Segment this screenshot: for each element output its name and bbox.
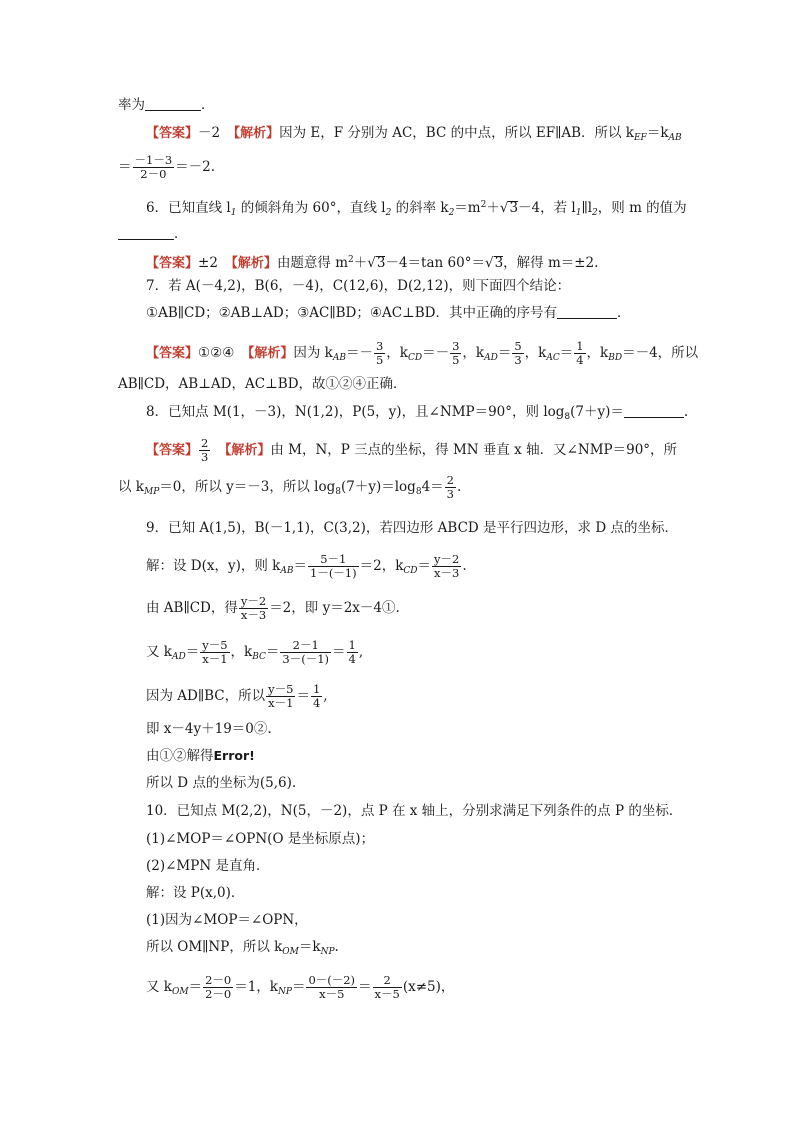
frac-den: 3 (201, 450, 209, 464)
q8-result-frac (445, 474, 456, 501)
q9-step: 即 x－4y＋19＝0②. (146, 721, 272, 737)
q10-frac (306, 974, 357, 1001)
q6-text: 的斜率 k (391, 200, 449, 216)
frac-num: －1－3 (134, 153, 173, 167)
q8-analysis: 由 M，N，P 三点的坐标，得 MN 垂直 x 轴．又∠NMP＝90°，所 (270, 442, 678, 458)
error-text: Error! (213, 748, 255, 763)
q5-tail-line: 率为 ． (118, 97, 215, 113)
analysis-tag: 【解析】 (224, 443, 271, 458)
answer-blank (557, 304, 617, 319)
frac-den: x－1 (202, 652, 228, 666)
q8-text: (7＋y)＝ (570, 404, 624, 420)
frac-num: 2 (446, 473, 454, 487)
q7-text: 7．若 A(－4,2)，B(6，－4)，C(12,6)，D(2,12)，则下面四个结论： (146, 278, 571, 294)
q9-step: ＝ (332, 644, 346, 660)
q6-text: －4，若 l (518, 200, 576, 216)
q10-step1 (146, 883, 678, 903)
q5-answer-line: 【答案】－2 【解析】因为 E，F 分别为 AC，BC 的中点，所以 EF∥AB．所以 $k_{EF}=k_{AB}$ (146, 125, 682, 143)
frac-num: y－2 (240, 594, 267, 608)
q7-options-line: ①AB∥CD；②AB⊥AD；③AC∥BD；④AC⊥BD．其中正确的序号有 ． (146, 305, 631, 321)
q9-step: ＝ (296, 688, 310, 704)
q9-step: 由 AB∥CD，得 (146, 600, 238, 616)
q9-frac (239, 595, 268, 622)
q6-text: ＋ (486, 200, 500, 216)
q6-analysis: －4＝tan 60°＝ (385, 255, 485, 271)
frac-den: x－1 (268, 696, 294, 710)
q10-step: 所以 OM∥NP，所以 k (146, 939, 283, 955)
q7-conclusion: AB∥CD，AB⊥AD，AC⊥BD，故①②④正确． (118, 376, 407, 392)
frac-num: 1 (348, 638, 356, 652)
analysis-tag: 【解析】 (247, 346, 294, 361)
answer-tag: 【答案】 (146, 443, 199, 458)
frac-num: 1 (312, 682, 321, 696)
answer-tag: 【答案】 (146, 126, 199, 141)
frac-num: 2－1 (280, 639, 331, 653)
q5-result-line: ＝ $\frac{-1-3}{2-0}$ ＝－2. (118, 153, 216, 181)
q5-answer: －2 (198, 125, 221, 141)
q10-text: (1)∠MOP＝∠OPN(O 是坐标原点)； (146, 831, 375, 847)
frac-den: x－3 (240, 608, 267, 622)
q10-text: (2)∠MPN 是直角． (146, 858, 270, 874)
q6-text: ，则 m 的值为 (597, 200, 687, 216)
q6-blank-line: ． (118, 224, 678, 244)
q7-options: ①AB∥CD；②AB⊥AD；③AC∥BD；④AC⊥BD．其中正确的序号有 (146, 305, 557, 321)
q9-head-line (146, 518, 678, 538)
q8-analysis: (7＋y)＝log (340, 479, 416, 495)
q9-step3: 又 $k_{AD}=$ $\frac{y-5}{x-1}$ ，$k_{BC}=$ $\frac{2-1}{3-(-1)}$ ＝ $\frac{1}{4}$ , (146, 638, 364, 666)
q7-analysis: ＝－ (422, 345, 450, 361)
q8-answer-frac (199, 437, 210, 464)
q7-conclusion-line (118, 374, 678, 394)
q10-step: (1)因为∠MOP＝∠OPN， (146, 912, 308, 928)
answer-tag: 【答案】 (146, 256, 199, 271)
frac-num: 2 (201, 436, 209, 450)
sqrt-arg: 3 (376, 255, 386, 271)
q8-answer-line (146, 437, 678, 464)
q5-fraction (133, 154, 175, 181)
frac-num: y－2 (434, 552, 460, 566)
sqrt-arg: 3 (509, 200, 519, 216)
q10-cond2 (146, 856, 678, 876)
q7-frac-ac (574, 340, 585, 367)
analysis-tag: 【解析】 (231, 256, 277, 271)
frac-num: 1 (576, 339, 584, 353)
q9-step: 解：设 D(x，y)，则 k (146, 558, 281, 574)
frac-num: 2 (373, 974, 402, 988)
q7-answer-line: 【答案】①②④ 【解析】因为 $k_{AB}=-$ $\frac{3}{5}$ ，$k_{CD}=-$ $\frac{3}{5}$ ，$k_{AD}=$ $\frac{5}{3}$ ，$k_{AC}=$ $\frac{1}{4}$ ，$k_{BD}=-4$，所以 (146, 339, 699, 367)
frac-den: 3－(－1) (282, 652, 329, 666)
q8-result-line: 以 $k_{MP}=0$，所以 y＝－3，所以 $\log_8(7+y)=\log_84=$ $\frac{2}{3}$ . (118, 473, 462, 501)
q10-step2 (146, 910, 678, 930)
q7-head-line (146, 276, 678, 296)
frac-den: 1－(－1) (310, 566, 357, 580)
q8-analysis: ＝0，所以 y＝－3，所以 log (159, 479, 336, 495)
q9-frac (200, 639, 229, 666)
q9-step: 所以 D 点的坐标为(5,6). (146, 775, 297, 791)
q5-result: ＝－2. (175, 159, 216, 175)
q10-frac (373, 974, 402, 1001)
q5-analysis: 因为 E，F 分别为 AC，BC 的中点，所以 EF∥AB．所以 k (279, 125, 634, 141)
q10-step: ＝k (298, 939, 321, 955)
sqrt-symbol: √3 (484, 255, 504, 271)
frac-den: 3 (514, 353, 522, 367)
sqrt-arg: 3 (494, 255, 504, 271)
q6-text: ＝m (454, 200, 481, 216)
answer-blank (145, 96, 201, 111)
q9-step: 又 k (146, 644, 172, 660)
q10-text: 10．已知点 M(2,2)，N(5，－2)，点 P 在 x 轴上，分别求满足下列条件的点 P 的坐标． (146, 803, 683, 819)
q10-step4: 又 $k_{OM}=$ $\frac{2-0}{2-0}$ ＝1，$k_{NP}=$ $\frac{0-(-2)}{x-5}$ ＝ $\frac{2}{x-5}$ (x≠5)， (146, 973, 455, 1001)
q9-step5 (146, 719, 678, 739)
q10-step: ＝ (358, 979, 372, 995)
q9-frac (280, 639, 331, 666)
q9-text: 9．已知 A(1,5)，B(－1,1)，C(3,2)，若四边形 ABCD 是平行四边形，求 D 点的坐标． (146, 520, 678, 536)
frac-num: 3 (452, 339, 460, 353)
answer-blank (624, 403, 684, 418)
q10-step: (x≠5)， (402, 979, 455, 995)
q9-step: ＝2，即 y＝2x－4①. (269, 600, 400, 616)
q6-analysis: 由题意得 m (276, 255, 349, 271)
frac-num: y－5 (202, 638, 228, 652)
frac-num: 0－(－2) (308, 973, 356, 987)
frac-den: 2－0 (140, 167, 167, 181)
q7-frac-ad (512, 340, 523, 367)
frac-num: 5－1 (308, 553, 359, 567)
answer-blank (118, 225, 174, 240)
q9-frac (347, 639, 358, 666)
sqrt-symbol: √3 (499, 200, 519, 216)
q7-analysis: ＝ (559, 345, 574, 361)
q7-analysis: ＝－ (345, 345, 373, 361)
frac-den: x－3 (434, 566, 460, 580)
frac-den: 3 (446, 487, 454, 501)
q9-step6 (146, 746, 678, 766)
frac-num: 3 (375, 339, 384, 353)
q9-frac (266, 683, 295, 710)
q10-cond1 (146, 829, 678, 849)
q6-text: ∥l (581, 200, 593, 216)
q10-head-line (146, 801, 683, 821)
q8-analysis: 4＝ (421, 479, 444, 495)
q9-step2 (146, 595, 678, 622)
q6-text: 的倾斜角为 60°，直线 l (236, 200, 386, 216)
frac-den: 2－0 (205, 987, 232, 1001)
q10-step: 解：设 P(x,0)． (146, 885, 245, 901)
q9-frac (432, 553, 461, 580)
q6-answer-line: 【答案】±2 【解析】由题意得 $m^2+√3-4=\tan$ 60°＝√3，解得 m＝±2. (146, 255, 599, 271)
frac-den: 4 (312, 696, 321, 710)
q7-analysis: ＝－4，所以 (622, 345, 699, 361)
q9-frac (308, 553, 359, 580)
frac-num: y－5 (268, 682, 294, 696)
q7-answer: ①②④ (198, 345, 235, 361)
q10-step: ＝1，k (234, 979, 278, 995)
q6-head-line: 6．已知直线 $l_1$ 的倾斜角为 60°，直线 $l_2$ 的斜率 $k_2=m^2+√3-4$，若 $l_1\parallel l_2$，则 m 的值为 (146, 200, 687, 218)
frac-num: 5 (514, 339, 522, 353)
sqrt-symbol: √3 (367, 255, 386, 271)
frac-den: x－5 (374, 987, 400, 1001)
q9-step: 因为 AD∥BC，所以 (146, 688, 266, 704)
frac-den: 5 (375, 353, 384, 367)
q7-frac-cd (450, 340, 461, 367)
q9-step7 (146, 773, 678, 793)
q7-frac-ab (374, 340, 385, 367)
q7-analysis: ＝ (497, 345, 512, 361)
frac-den: 5 (452, 353, 460, 367)
q9-frac (311, 683, 322, 710)
q5-text: 率为 (118, 97, 145, 113)
q9-step: 由①②解得 (146, 748, 214, 764)
q9-step4: 因为 AD∥BC，所以 $\frac{y-5}{x-1}$ ＝ $\frac{1}{4}$ , (146, 682, 328, 710)
q9-step1: 解：设 D(x，y)，则 $k_{AB}=$ $\frac{5-1}{1-(-1)}$ ＝2，$k_{CD}=$ $\frac{y-2}{x-3}$ . (146, 552, 467, 580)
q6-analysis: ，解得 m＝±2. (503, 255, 599, 271)
q7-analysis: 因为 k (293, 345, 333, 361)
q9-step: ，k (230, 644, 253, 660)
q5-analysis-eq: ＝ (646, 125, 661, 141)
analysis-tag: 【解析】 (233, 126, 280, 141)
q9-step: ＝2，k (359, 558, 404, 574)
frac-den: x－5 (319, 987, 345, 1001)
frac-den: 4 (348, 652, 356, 666)
frac-den: 4 (576, 353, 584, 367)
q6-analysis: ＋ (353, 255, 368, 271)
answer-tag: 【答案】 (146, 346, 199, 361)
q8-text: 8．已知点 M(1，－3)，N(1,2)，P(5，y)，且∠NMP＝90°，则 log (146, 404, 565, 420)
q8-analysis: 以 k (118, 479, 144, 495)
q10-frac (203, 974, 233, 1001)
frac-num: 2－0 (205, 973, 232, 987)
q6-answer: ±2 (198, 255, 218, 271)
q10-step3: 所以 OM∥NP，所以 $k_{OM}=k_{NP}$. (146, 939, 339, 957)
q6-text: 6．已知直线 l (146, 200, 231, 216)
q10-step: 又 k (146, 979, 172, 995)
q8-head-line: 8．已知点 M(1，－3)，N(1,2)，P(5，y)，且∠NMP＝90°，则 $\log_8(7+y)=$ . (146, 404, 689, 422)
